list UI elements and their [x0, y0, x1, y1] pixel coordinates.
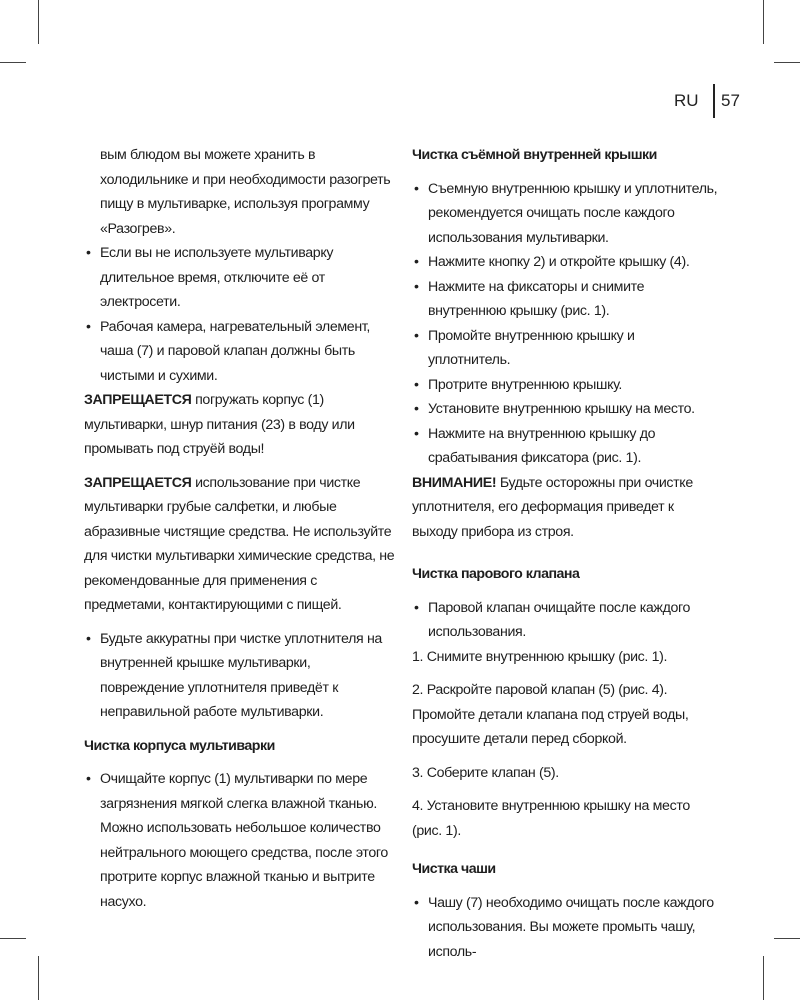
right-column — [412, 143, 720, 964]
attention-text: Будьте осторожны при очистке уплотнителя, его деформация приведет к выходу прибора из строя. — [412, 474, 693, 540]
section-heading: Чистка съёмной внутренней крышки — [412, 147, 657, 163]
bullet-item: • Установите внутреннюю крышку на место. — [412, 397, 720, 422]
page-number: 57 — [721, 91, 740, 110]
bullet-item: • Промойте внутреннюю крышку и уплотнитель. — [412, 324, 720, 373]
crop-mark — [763, 956, 764, 1000]
crop-mark — [774, 938, 800, 939]
warning-label: ЗАПРЕЩАЕТСЯ — [84, 474, 192, 491]
warning-text: погружать корпус (1) мультиварки, шнур питания (23) в воду или промывать под струёй воды! — [84, 392, 355, 457]
bullet-item: • Чашу (7) необходимо очищать после каждого использования. Вы можете промыть чашу, исполь- — [412, 891, 720, 965]
crop-mark — [0, 938, 26, 939]
bullet-item: • Если вы не используете мультиварку длительное время, отключите её от электросети. — [84, 241, 398, 315]
bullet-item: • Нажмите кнопку 2) и откройте крышку (4). — [412, 250, 720, 275]
warning-label: ЗАПРЕЩАЕТСЯ — [84, 392, 192, 408]
crop-mark — [774, 62, 800, 63]
crop-mark — [38, 956, 39, 1000]
left-column — [84, 143, 398, 914]
bullet-item: • Съемную внутреннюю крышку и уплотнитель, рекомендуется очищать после каждого использования мультиварки. — [412, 177, 720, 251]
warning-paragraph — [84, 471, 398, 618]
warning-paragraph — [84, 388, 398, 462]
step-item: 4. Установите внутреннюю крышку на место (рис. 1). — [412, 798, 690, 839]
bullet-item: • Протрите внутреннюю крышку. — [412, 373, 720, 398]
section-heading: Чистка парового клапана — [412, 566, 580, 582]
step-item: 2. Раскройте паровой клапан (5) (рис. 4). Промойте детали клапана под струей воды, просушите детали перед сборкой. — [412, 682, 689, 747]
crop-mark — [763, 0, 764, 44]
language-code: RU — [674, 91, 699, 110]
crop-mark — [0, 62, 26, 63]
bullet-item: • Будьте аккуратны при чистке уплотнителя на внутренней крышке мультиварки, повреждение уплотнителя приведёт к неправильной работе мультиварки. — [84, 627, 398, 725]
header-divider — [713, 84, 715, 118]
attention-label: ВНИМАНИЕ! — [412, 474, 497, 491]
section-heading: Чистка корпуса мультиварки — [84, 737, 275, 754]
warning-text: использование при чистке мультиварки грубые салфетки, и любые абразивные чистящие средства. Не используйте для чистки мультиварки химические средства, не рекомендованные для применения с предметами, контактирующими с пищей. — [84, 474, 395, 613]
bullet-item: • Нажмите на внутреннюю крышку до срабатывания фиксатора (рис. 1). — [412, 422, 720, 471]
paragraph-continuation: вым блюдом вы можете хранить в холодильнике и при необходимости разогреть пищу в мультиварке, используя программу «Разогрев». — [100, 147, 391, 237]
step-item: 1. Снимите внутреннюю крышку (рис. 1). — [412, 648, 668, 665]
step-item: 3. Соберите клапан (5). — [412, 764, 559, 781]
section-heading: Чистка чаши — [412, 861, 496, 877]
crop-mark — [38, 0, 39, 44]
bullet-item: • Рабочая камера, нагревательный элемент, чаша (7) и паровой клапан должны быть чистыми и сухими. — [84, 315, 398, 389]
bullet-item: • Очищайте корпус (1) мультиварки по мере загрязнения мягкой слегка влажной тканью. Можно использовать небольшое количество нейтрального моющего средства, после этого протрите корпус влажной тканью и вытрите насухо. — [84, 767, 398, 914]
bullet-item: • Нажмите на фиксаторы и снимите внутреннюю крышку (рис. 1). — [412, 275, 720, 324]
bullet-item: • Паровой клапан очищайте после каждого использования. — [412, 596, 720, 645]
attention-paragraph — [412, 471, 720, 545]
